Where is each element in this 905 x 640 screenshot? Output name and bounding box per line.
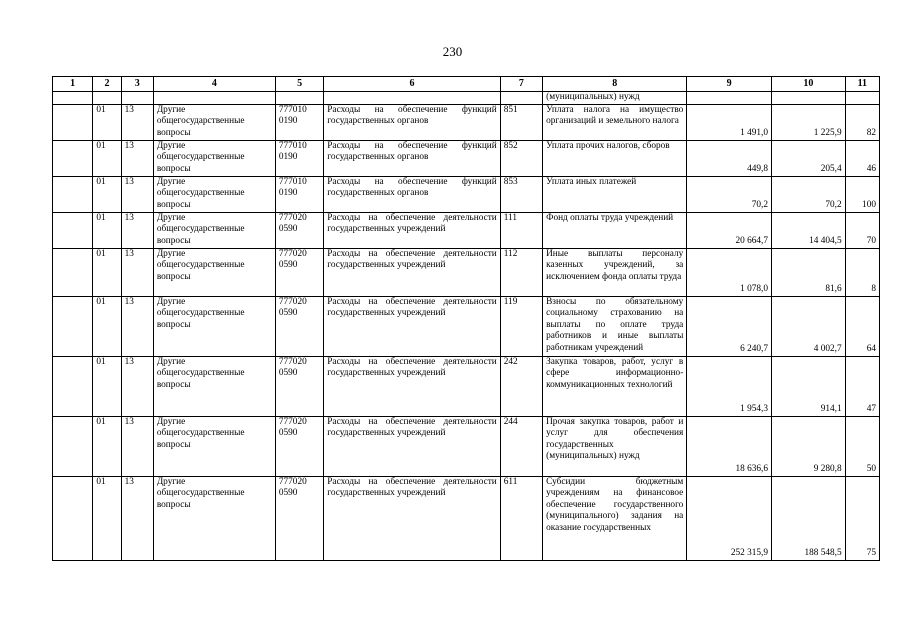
carryover-row [53, 92, 880, 105]
cell-expense-name: Фонд оплаты труда учреждений [543, 212, 687, 248]
cell-subsection: 13 [121, 356, 153, 416]
cell-expense-type: 242 [500, 356, 542, 416]
cell-subsection: 13 [121, 248, 153, 296]
cell-planned-amount: 1 491,0 [687, 104, 772, 140]
cell-planned-amount: 449,8 [687, 140, 772, 176]
cell-col-1 [53, 212, 93, 248]
cell-col-1 [53, 356, 93, 416]
cell-section: 01 [93, 248, 121, 296]
page-number: 230 [442, 44, 463, 59]
cell-planned-amount: 20 664,7 [687, 212, 772, 248]
cell-subsection: 13 [121, 416, 153, 476]
cell-target-code: 777010 0190 [275, 140, 323, 176]
cell-expense-type: 611 [500, 476, 542, 560]
cell-target-code: 777020 0590 [275, 356, 323, 416]
header-col-1: 1 [53, 77, 93, 92]
cell-section: 01 [93, 296, 121, 356]
cell-target-code: 777010 0190 [275, 176, 323, 212]
cell-subsection: 13 [121, 104, 153, 140]
cell-target-code: 777020 0590 [275, 248, 323, 296]
cell-section-name: Другие общегосударственные вопросы [153, 140, 275, 176]
table-row [53, 104, 880, 140]
cell-planned-amount: 252 315,9 [687, 476, 772, 560]
cell-percent: 64 [845, 296, 879, 356]
header-col-9: 9 [687, 77, 772, 92]
cell-section-name: Другие общегосударственные вопросы [153, 212, 275, 248]
header-col-2: 2 [93, 77, 121, 92]
cell-percent: 100 [845, 176, 879, 212]
table-row [53, 476, 880, 560]
cell-percent: 8 [845, 248, 879, 296]
cell-section: 01 [93, 140, 121, 176]
cell-target-name: Расходы на обеспечение деятельности государственных учреждений [324, 416, 500, 476]
cell-col-1 [53, 176, 93, 212]
cell-section-name: Другие общегосударственные вопросы [153, 104, 275, 140]
cell-subsection: 13 [121, 212, 153, 248]
cell-planned-amount: 6 240,7 [687, 296, 772, 356]
cell-section-name: Другие общегосударственные вопросы [153, 176, 275, 212]
header-row [53, 77, 880, 92]
cell-target-name: Расходы на обеспечение деятельности государственных учреждений [324, 248, 500, 296]
cell-actual-amount: 4 002,7 [772, 296, 846, 356]
carryover-text: (муниципальных) нужд [543, 92, 687, 105]
cell-section: 01 [93, 104, 121, 140]
cell-percent: 70 [845, 212, 879, 248]
cell-actual-amount: 914,1 [772, 356, 846, 416]
cell-expense-name: Уплата прочих налогов, сборов [543, 140, 687, 176]
cell-expense-type: 112 [500, 248, 542, 296]
table-header [53, 77, 880, 92]
cell-target-name: Расходы на обеспечение функций государственных органов [324, 176, 500, 212]
cell-actual-amount: 70,2 [772, 176, 846, 212]
cell-actual-amount: 1 225,9 [772, 104, 846, 140]
cell-planned-amount: 1 954,3 [687, 356, 772, 416]
cell-target-code: 777020 0590 [275, 212, 323, 248]
cell-col-1 [53, 296, 93, 356]
cell-actual-amount: 188 548,5 [772, 476, 846, 560]
cell-target-name: Расходы на обеспечение деятельности государственных учреждений [324, 476, 500, 560]
table-row [53, 416, 880, 476]
cell-col-1 [53, 476, 93, 560]
cell-actual-amount: 14 404,5 [772, 212, 846, 248]
cell-section-name: Другие общегосударственные вопросы [153, 296, 275, 356]
cell-expense-name: Уплата иных платежей [543, 176, 687, 212]
header-col-11: 11 [845, 77, 879, 92]
cell-section: 01 [93, 356, 121, 416]
cell-section: 01 [93, 176, 121, 212]
cell-planned-amount: 70,2 [687, 176, 772, 212]
cell-section-name: Другие общегосударственные вопросы [153, 356, 275, 416]
cell-planned-amount: 1 078,0 [687, 248, 772, 296]
header-col-7: 7 [500, 77, 542, 92]
cell-expense-type: 851 [500, 104, 542, 140]
cell-expense-name: Иные выплаты персоналу казенных учреждений, за исключением фонда оплаты труда [543, 248, 687, 296]
cell-target-code: 777020 0590 [275, 416, 323, 476]
header-col-4: 4 [153, 77, 275, 92]
cell-expense-name: Прочая закупка товаров, работ и услуг для обеспечения государственных (муниципальных) нужд [543, 416, 687, 476]
cell-subsection: 13 [121, 476, 153, 560]
cell-subsection: 13 [121, 140, 153, 176]
cell-expense-type: 852 [500, 140, 542, 176]
cell-target-code: 777020 0590 [275, 296, 323, 356]
cell-actual-amount: 205,4 [772, 140, 846, 176]
cell-expense-name: Закупка товаров, работ, услуг в сфере информационно-коммуникационных технологий [543, 356, 687, 416]
cell-col-1 [53, 248, 93, 296]
cell-subsection: 13 [121, 176, 153, 212]
cell-expense-type: 244 [500, 416, 542, 476]
cell-target-name: Расходы на обеспечение деятельности государственных учреждений [324, 212, 500, 248]
cell-section: 01 [93, 416, 121, 476]
cell-target-name: Расходы на обеспечение функций государственных органов [324, 104, 500, 140]
cell-section-name: Другие общегосударственные вопросы [153, 416, 275, 476]
cell-expense-name: Взносы по обязательному социальному страхованию на выплаты по оплате труда работников и иные выплаты работникам учреждений [543, 296, 687, 356]
cell-planned-amount: 18 636,6 [687, 416, 772, 476]
table-row [53, 212, 880, 248]
table-row [53, 140, 880, 176]
cell-section: 01 [93, 212, 121, 248]
cell-target-code: 777020 0590 [275, 476, 323, 560]
cell-target-name: Расходы на обеспечение деятельности государственных учреждений [324, 296, 500, 356]
table-row [53, 176, 880, 212]
cell-percent: 46 [845, 140, 879, 176]
cell-percent: 75 [845, 476, 879, 560]
table-row [53, 356, 880, 416]
table-row [53, 296, 880, 356]
table-body [53, 92, 880, 561]
cell-expense-type: 853 [500, 176, 542, 212]
cell-actual-amount: 9 280,8 [772, 416, 846, 476]
cell-expense-name: Субсидии бюджетным учреждениям на финансовое обеспечение государственного (муниципального) задания на оказание государственных [543, 476, 687, 560]
header-col-6: 6 [324, 77, 500, 92]
header-col-10: 10 [772, 77, 846, 92]
cell-section: 01 [93, 476, 121, 560]
cell-target-code: 777010 0190 [275, 104, 323, 140]
cell-subsection: 13 [121, 296, 153, 356]
header-col-3: 3 [121, 77, 153, 92]
cell-col-1 [53, 104, 93, 140]
header-col-8: 8 [543, 77, 687, 92]
cell-actual-amount: 81,6 [772, 248, 846, 296]
cell-target-name: Расходы на обеспечение функций государственных органов [324, 140, 500, 176]
cell-expense-name: Уплата налога на имущество организаций и земельного налога [543, 104, 687, 140]
cell-percent: 47 [845, 356, 879, 416]
table-row [53, 248, 880, 296]
budget-table [52, 76, 880, 561]
cell-expense-type: 119 [500, 296, 542, 356]
cell-percent: 82 [845, 104, 879, 140]
cell-expense-type: 111 [500, 212, 542, 248]
cell-section-name: Другие общегосударственные вопросы [153, 248, 275, 296]
cell-section-name: Другие общегосударственные вопросы [153, 476, 275, 560]
cell-col-1 [53, 416, 93, 476]
cell-percent: 50 [845, 416, 879, 476]
cell-target-name: Расходы на обеспечение деятельности государственных учреждений [324, 356, 500, 416]
cell-col-1 [53, 140, 93, 176]
header-col-5: 5 [275, 77, 323, 92]
